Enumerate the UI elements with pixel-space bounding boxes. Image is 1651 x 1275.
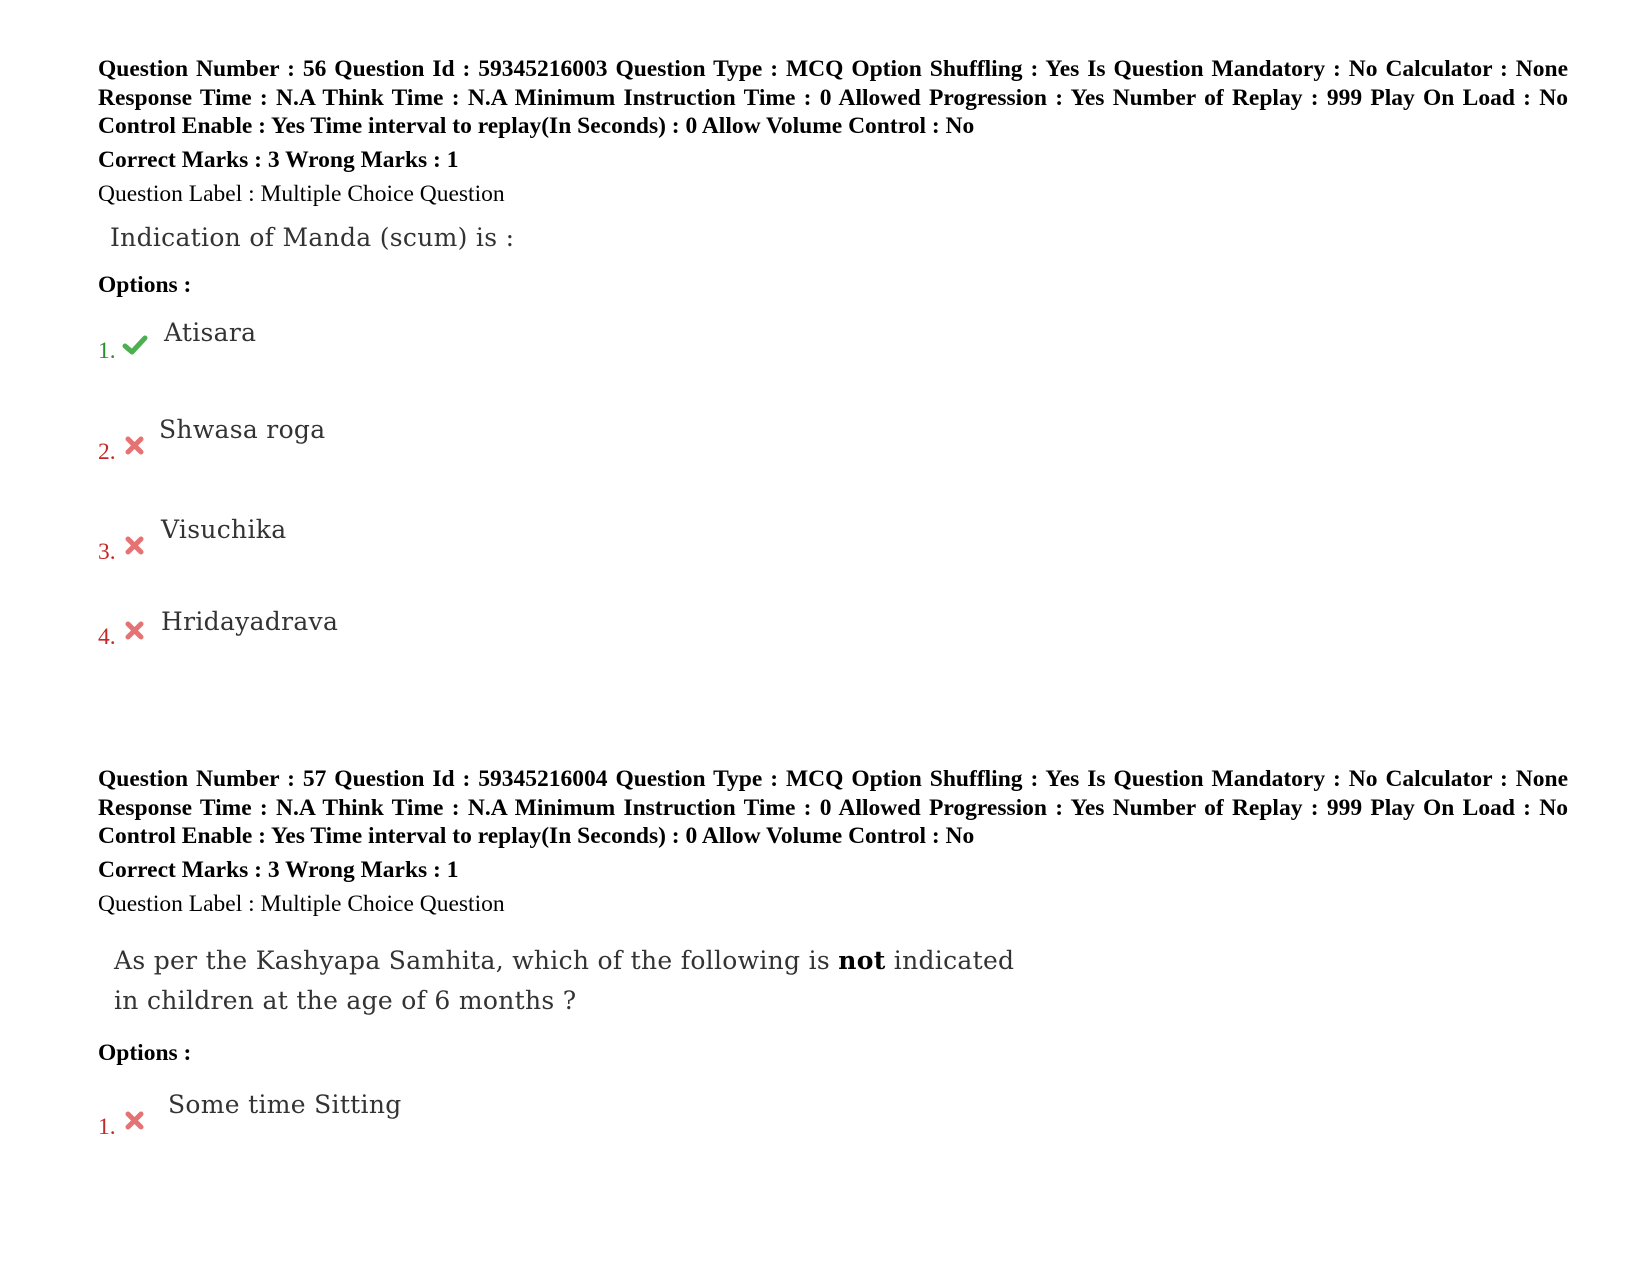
option-number: 1.	[98, 1114, 116, 1140]
question-metadata: Question Number : 56 Question Id : 59345216003 Question Type : MCQ Option Shuffling : Yes Is Question Mandatory : No Calculator : None Response Time : N.A Think Time : N.A Minimum Instruction Time : 0 Allowed Progression : Yes Number of Replay : 999 Play On Load : No Control Enable : Yes Time interval to replay(In Seconds) : 0 Allow Volume Control : No	[98, 56, 1568, 139]
option-number: 3.	[98, 539, 116, 565]
option-1[interactable]	[98, 318, 898, 368]
question-text: Indication of Manda (scum) is :	[110, 223, 515, 252]
question-marks: Correct Marks : 3 Wrong Marks : 1	[98, 856, 459, 883]
cross-mark-icon	[122, 433, 148, 459]
emphasis-not: not	[838, 946, 886, 975]
option-text: Shwasa roga	[159, 415, 326, 444]
option-number: 1.	[98, 338, 116, 364]
question-label: Question Label : Multiple Choice Question	[98, 180, 505, 207]
options-heading: Options :	[98, 1040, 192, 1066]
question-block-56	[98, 55, 1568, 650]
question-label: Question Label : Multiple Choice Question	[98, 890, 505, 917]
option-text: Visuchika	[161, 515, 287, 544]
option-1[interactable]	[98, 1090, 898, 1140]
cross-mark-icon	[122, 533, 148, 559]
option-4[interactable]	[98, 607, 898, 657]
option-3[interactable]	[98, 515, 898, 565]
option-text: Some time Sitting	[168, 1090, 402, 1119]
option-2[interactable]	[98, 415, 898, 465]
option-number: 2.	[98, 439, 116, 465]
question-block-57	[98, 765, 1568, 1140]
option-text: Atisara	[164, 318, 257, 347]
cross-mark-icon	[122, 1108, 148, 1134]
option-number: 4.	[98, 624, 116, 650]
question-marks: Correct Marks : 3 Wrong Marks : 1	[98, 146, 459, 173]
option-text: Hridayadrava	[161, 607, 339, 636]
question-text: As per the Kashyapa Samhita, which of the following is not indicated in children at the age of 6 months ?	[114, 946, 1015, 1015]
question-metadata: Question Number : 57 Question Id : 59345216004 Question Type : MCQ Option Shuffling : Yes Is Question Mandatory : No Calculator : None Response Time : N.A Think Time : N.A Minimum Instruction Time : 0 Allowed Progression : Yes Number of Replay : 999 Play On Load : No Control Enable : Yes Time interval to replay(In Seconds) : 0 Allow Volume Control : No	[98, 766, 1568, 849]
options-heading: Options :	[98, 272, 192, 298]
check-mark-icon	[122, 332, 148, 358]
cross-mark-icon	[122, 618, 148, 644]
